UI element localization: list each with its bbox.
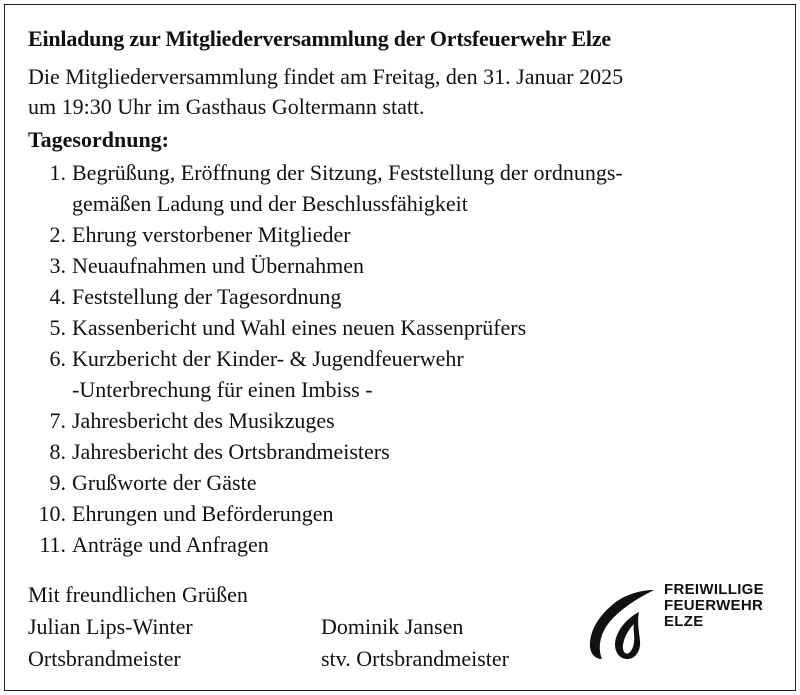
agenda-item-number: 11. [39,532,66,557]
agenda-item-7 [28,405,768,436]
agenda-item-number: 8. [49,439,66,464]
agenda-item-number: 6. [49,346,66,371]
agenda-item-text: Anträge und Anfragen [72,532,269,557]
agenda-item-number: 5. [49,315,66,340]
logo-line-1: FREIWILLIGE [664,581,764,598]
signer-1-name: Julian Lips-Winter [28,614,193,639]
agenda-item-5 [28,312,768,343]
intro-line-1: Die Mitgliederversammlung findet am Freitag, den 31. Januar 2025 [28,64,624,89]
agenda-item-1 [28,157,768,188]
logo-line-2: FEUERWEHR [664,597,764,614]
intro-line-2: um 19:30 Uhr im Gasthaus Goltermann statt. [28,94,425,119]
agenda-item-11 [28,529,768,560]
agenda-item-1-continuation: gemäßen Ladung und der Beschlussfähigkeit [72,191,468,216]
agenda-item-number: 7. [49,408,66,433]
agenda-item-text: Jahresbericht des Ortsbrandmeisters [72,439,390,464]
agenda-item-text: Jahresbericht des Musikzuges [72,408,335,433]
agenda-item-9 [28,467,768,498]
agenda-item-2 [28,219,768,250]
agenda-item-text: Feststellung der Tagesordnung [72,284,342,309]
agenda-item-text: Neuaufnahmen und Übernahmen [72,253,365,278]
intro-paragraph [28,62,623,122]
signer-1-role: Ortsbrandmeister [28,646,181,671]
agenda-item-10 [28,498,768,529]
closing-greeting: Mit freundlichen Grüßen [28,582,248,607]
logo-line-3: ELZE [664,613,704,630]
agenda-item-text: Kassenbericht und Wahl eines neuen Kassenprüfers [72,315,527,340]
agenda-item-8 [28,436,768,467]
agenda-heading: Tagesordnung: [28,127,170,152]
signer-2-name: Dominik Jansen [321,614,464,639]
fire-flame-icon [584,586,656,662]
agenda-break-note: -Unterbrechung für einen Imbiss - [72,377,373,402]
agenda-item-text: Ehrung verstorbener Mitglieder [72,222,351,247]
brand-logo-text [664,582,764,630]
agenda-item-6 [28,343,768,374]
notice-title: Einladung zur Mitgliederversammlung der Ortsfeuerwehr Elze [28,26,611,51]
agenda-item-number: 1. [49,160,66,185]
agenda-item-number: 9. [49,470,66,495]
signer-2-role: stv. Ortsbrandmeister [321,646,509,671]
agenda-item-number: 4. [49,284,66,309]
agenda-item-text: Kurzbericht der Kinder- & Jugendfeuerwehr [72,346,464,371]
agenda-item-4 [28,281,768,312]
agenda-item-number: 10. [38,501,66,526]
agenda-item-text: Ehrungen und Beförderungen [72,501,334,526]
agenda-item-text: Grußworte der Gäste [72,470,257,495]
agenda-item-text: Begrüßung, Eröffnung der Sitzung, Feststellung der ordnungs- [72,160,623,185]
agenda-item-number: 2. [49,222,66,247]
agenda-item-3 [28,250,768,281]
agenda-list [28,157,768,560]
agenda-item-number: 3. [49,253,66,278]
